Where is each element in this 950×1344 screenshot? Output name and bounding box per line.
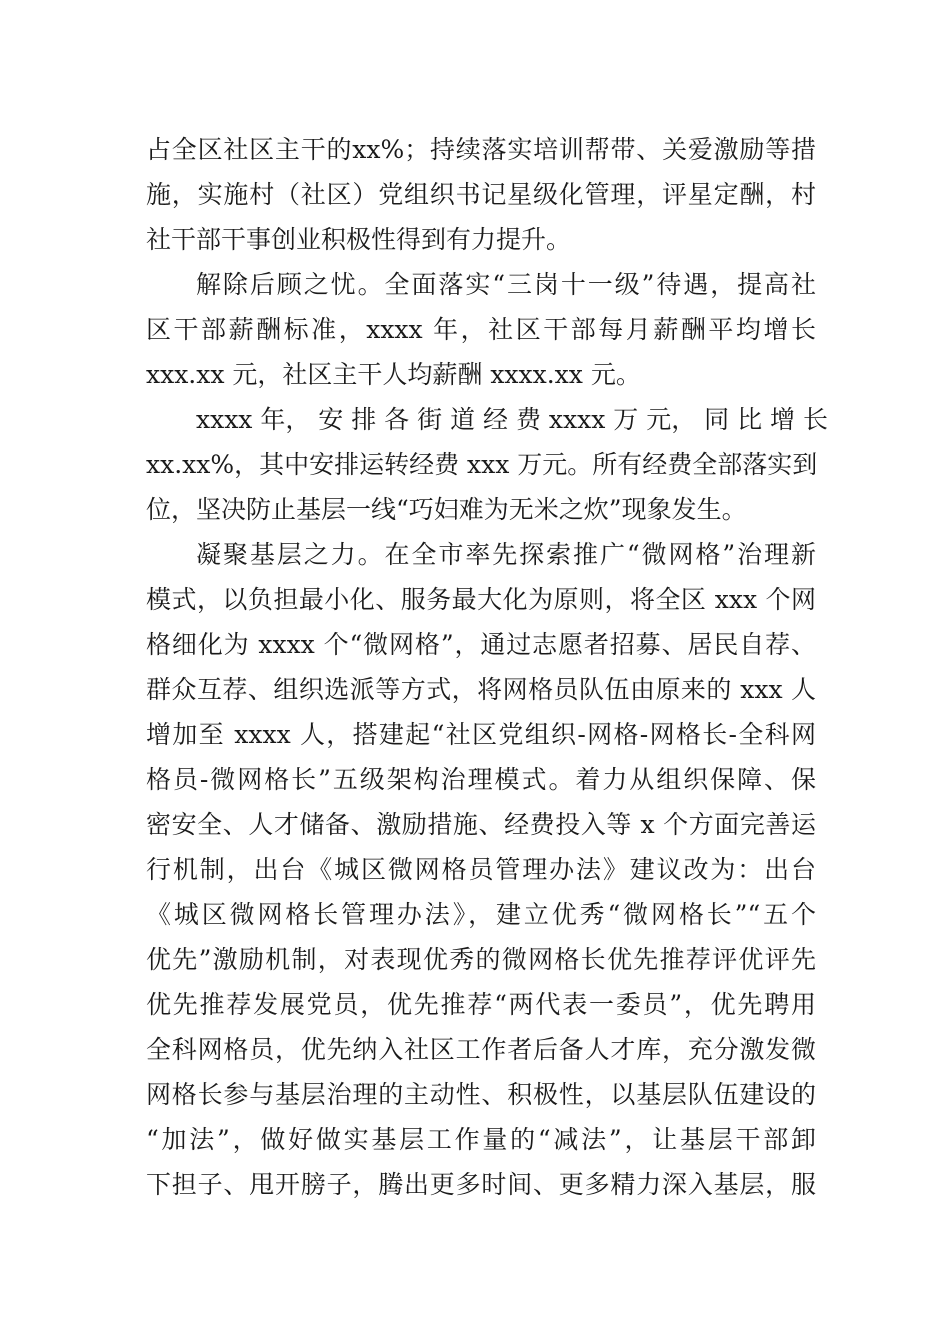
text-line: 解除后顾之忧。全面落实“三岗十一级”待遇，提高社 xyxy=(196,270,816,299)
text-line: 行机制，出台《城区微网格员管理办法》建议改为：出台 xyxy=(146,855,816,884)
text-line: 位，坚决防止基层一线“巧妇难为无米之炊”现象发生。 xyxy=(146,495,747,524)
text-line: 占全区社区主干的xx%；持续落实培训帮带、关爱激励等措 xyxy=(146,135,816,164)
paragraph-cadre-incentives xyxy=(146,127,816,262)
text-line: “加法”，做好做实基层工作量的“减法”，让基层干部卸 xyxy=(146,1125,816,1154)
paragraph-micro-grid xyxy=(146,532,816,1207)
text-line: 凝聚基层之力。在全市率先探索推广“微网格”治理新 xyxy=(196,540,816,569)
paragraph-funding xyxy=(146,397,828,532)
text-line: xxx.xx 元，社区主干人均薪酬 xxxx.xx 元。 xyxy=(146,360,641,389)
text-line: 群众互荐、组织选派等方式，将网格员队伍由原来的 xxx 人 xyxy=(146,675,816,704)
document-body xyxy=(146,127,828,1207)
text-line: 社干部干事创业积极性得到有力提升。 xyxy=(146,225,572,254)
text-line: 密安全、人才储备、激励措施、经费投入等 x 个方面完善运 xyxy=(146,810,816,839)
text-line: 格员-微网格长”五级架构治理模式。着力从组织保障、保 xyxy=(146,765,816,794)
text-line: 优先推荐发展党员，优先推荐“两代表一委员”，优先聘用 xyxy=(146,990,816,1019)
text-line: 格细化为 xxxx 个“微网格”，通过志愿者招募、居民自荐、 xyxy=(146,630,816,659)
text-line: 网格长参与基层治理的主动性、积极性，以基层队伍建设的 xyxy=(146,1080,816,1109)
text-line: xxxx 年， 安 排 各 街 道 经 费 xxxx 万 元， 同 比 增 长 xyxy=(196,405,828,434)
text-line: 区干部薪酬标准，xxxx 年，社区干部每月薪酬平均增长 xyxy=(146,315,816,344)
text-line: 全科网格员，优先纳入社区工作者后备人才库，充分激发微 xyxy=(146,1035,816,1064)
text-line: 增加至 xxxx 人，搭建起“社区党组织-网格-网格长-全科网 xyxy=(146,720,816,749)
text-line: xx.xx%，其中安排运转经费 xxx 万元。所有经费全部落实到 xyxy=(146,450,818,479)
text-line: 优先”激励机制，对表现优秀的微网格长优先推荐评优评先 xyxy=(146,945,816,974)
paragraph-salary xyxy=(146,262,816,397)
text-line: 模式，以负担最小化、服务最大化为原则，将全区 xxx 个网 xyxy=(146,585,816,614)
text-line: 下担子、甩开膀子，腾出更多时间、更多精力深入基层，服 xyxy=(146,1170,816,1199)
text-line: 施，实施村（社区）党组织书记星级化管理，评星定酬，村 xyxy=(146,180,816,209)
text-line: 《城区微网格长管理办法》，建立优秀“微网格长”“五个 xyxy=(146,900,816,929)
